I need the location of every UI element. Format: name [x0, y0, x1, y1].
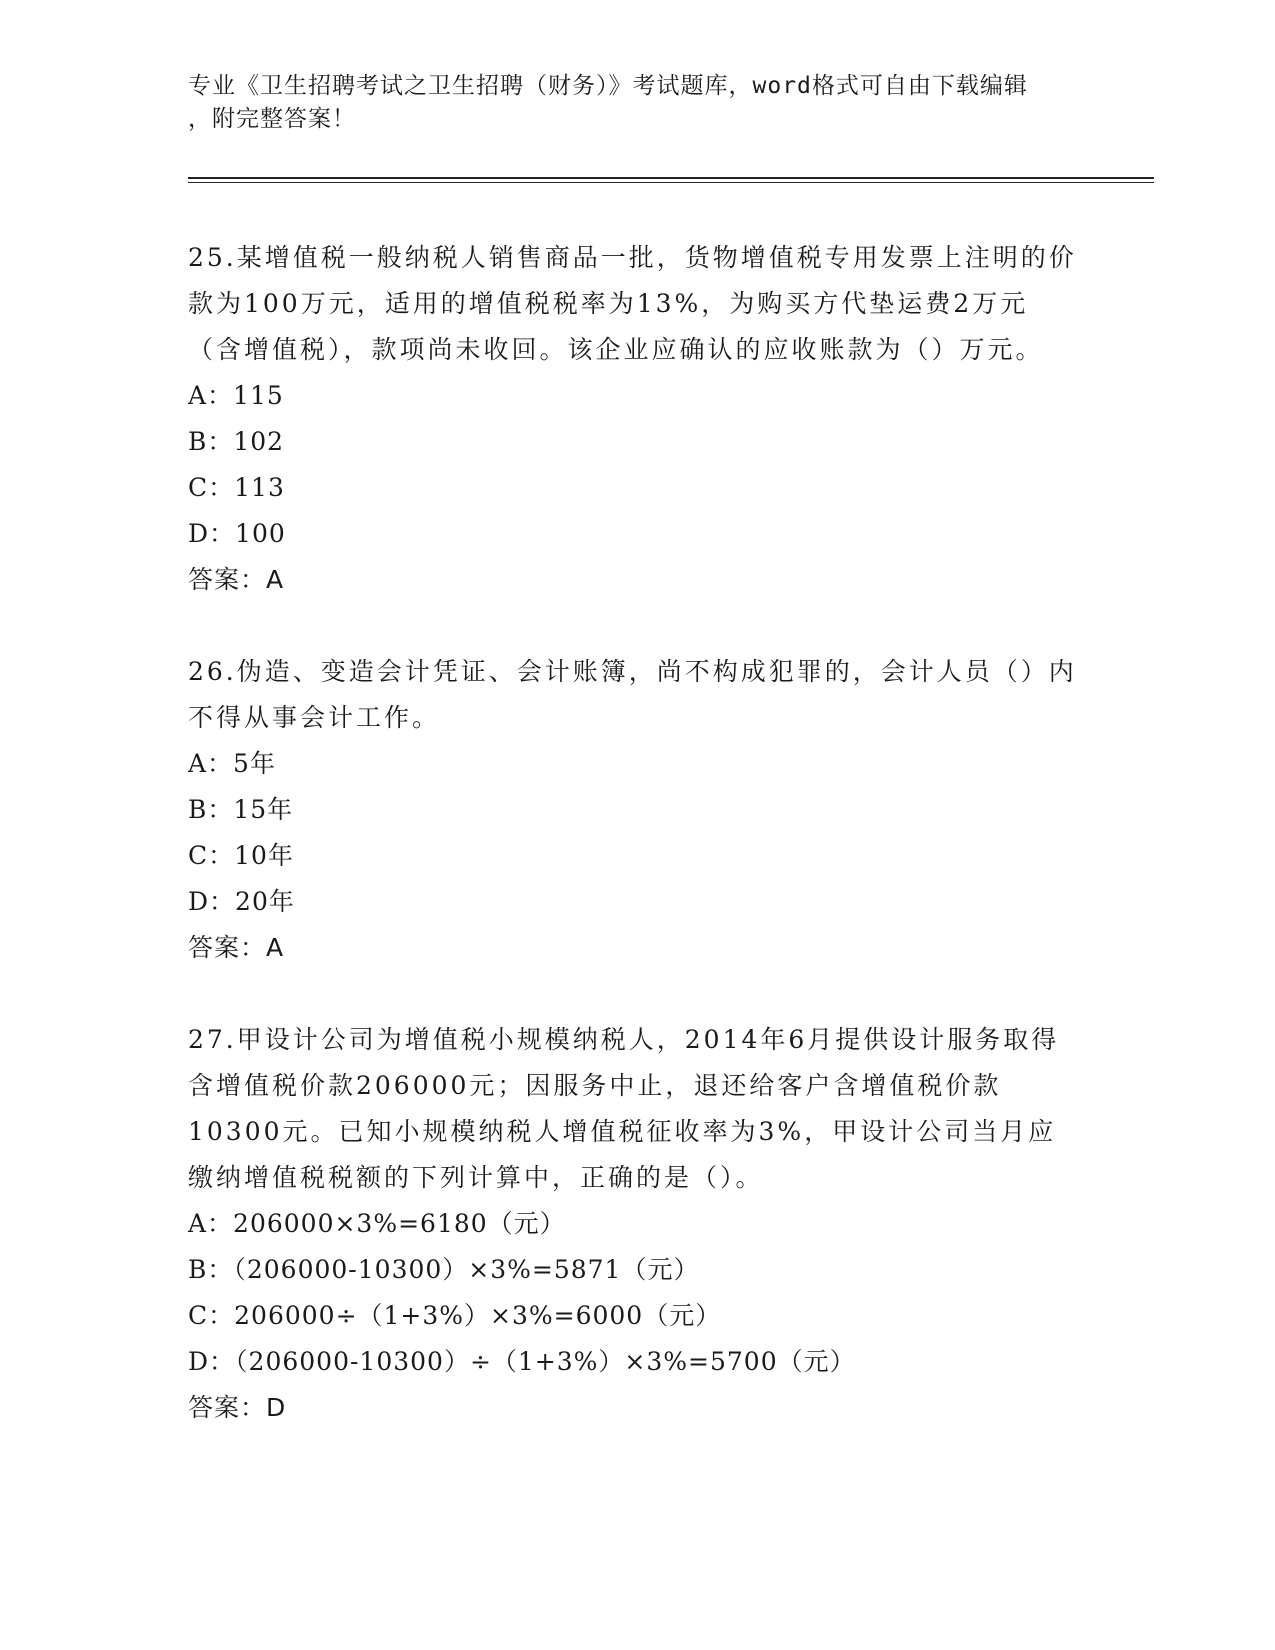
option-d: D：100 [188, 519, 286, 548]
question-25 [188, 235, 1088, 603]
question-list [188, 235, 1088, 1477]
option-c: C：10年 [188, 841, 294, 870]
option-d: D：20年 [188, 887, 295, 916]
question-stem: 25.某增值税一般纳税人销售商品一批，货物增值税专用发票上注明的价款为100万元，适用的增值税税率为13%，为购买方代垫运费2万元（含增值税），款项尚未收回。该企业应确认的应收账款为（）万元。 [188, 243, 1077, 364]
answer-line: 答案：A [188, 565, 285, 594]
option-a: A：5年 [188, 749, 276, 778]
document-page [188, 70, 1088, 1422]
option-c: C：206000÷（1+3%）×3%=6000（元） [188, 1301, 722, 1330]
header-divider-thin [188, 182, 1154, 183]
header-line-1: 专业《卫生招聘考试之卫生招聘（财务）》考试题库，word格式可自由下载编辑 [188, 73, 1028, 99]
header-divider-thick [188, 177, 1154, 179]
option-b: B：102 [188, 427, 285, 456]
answer-line: 答案：A [188, 933, 285, 962]
option-a: A：206000×3%=6180（元） [188, 1209, 566, 1238]
header-line-2: ，附完整答案！ [188, 106, 356, 132]
option-d: D：（206000-10300）÷（1+3%）×3%=5700（元） [188, 1347, 856, 1376]
question-26 [188, 649, 1088, 971]
question-27 [188, 1017, 1088, 1431]
document-header [188, 70, 1058, 136]
option-b: B：15年 [188, 795, 294, 824]
answer-line: 答案：D [188, 1393, 287, 1422]
option-b: B：（206000-10300）×3%=5871（元） [188, 1255, 700, 1284]
question-stem: 27.甲设计公司为增值税小规模纳税人，2014年6月提供设计服务取得含增值税价款206000元；因服务中止，退还给客户含增值税价款10300元。已知小规模纳税人增值税征收率为3%，甲设计公司当月应缴纳增值税税额的下列计算中，正确的是（）。 [188, 1025, 1060, 1192]
option-a: A：115 [188, 381, 284, 410]
question-stem: 26.伪造、变造会计凭证、会计账簿，尚不构成犯罪的，会计人员（）内不得从事会计工作。 [188, 657, 1077, 732]
option-c: C：113 [188, 473, 285, 502]
